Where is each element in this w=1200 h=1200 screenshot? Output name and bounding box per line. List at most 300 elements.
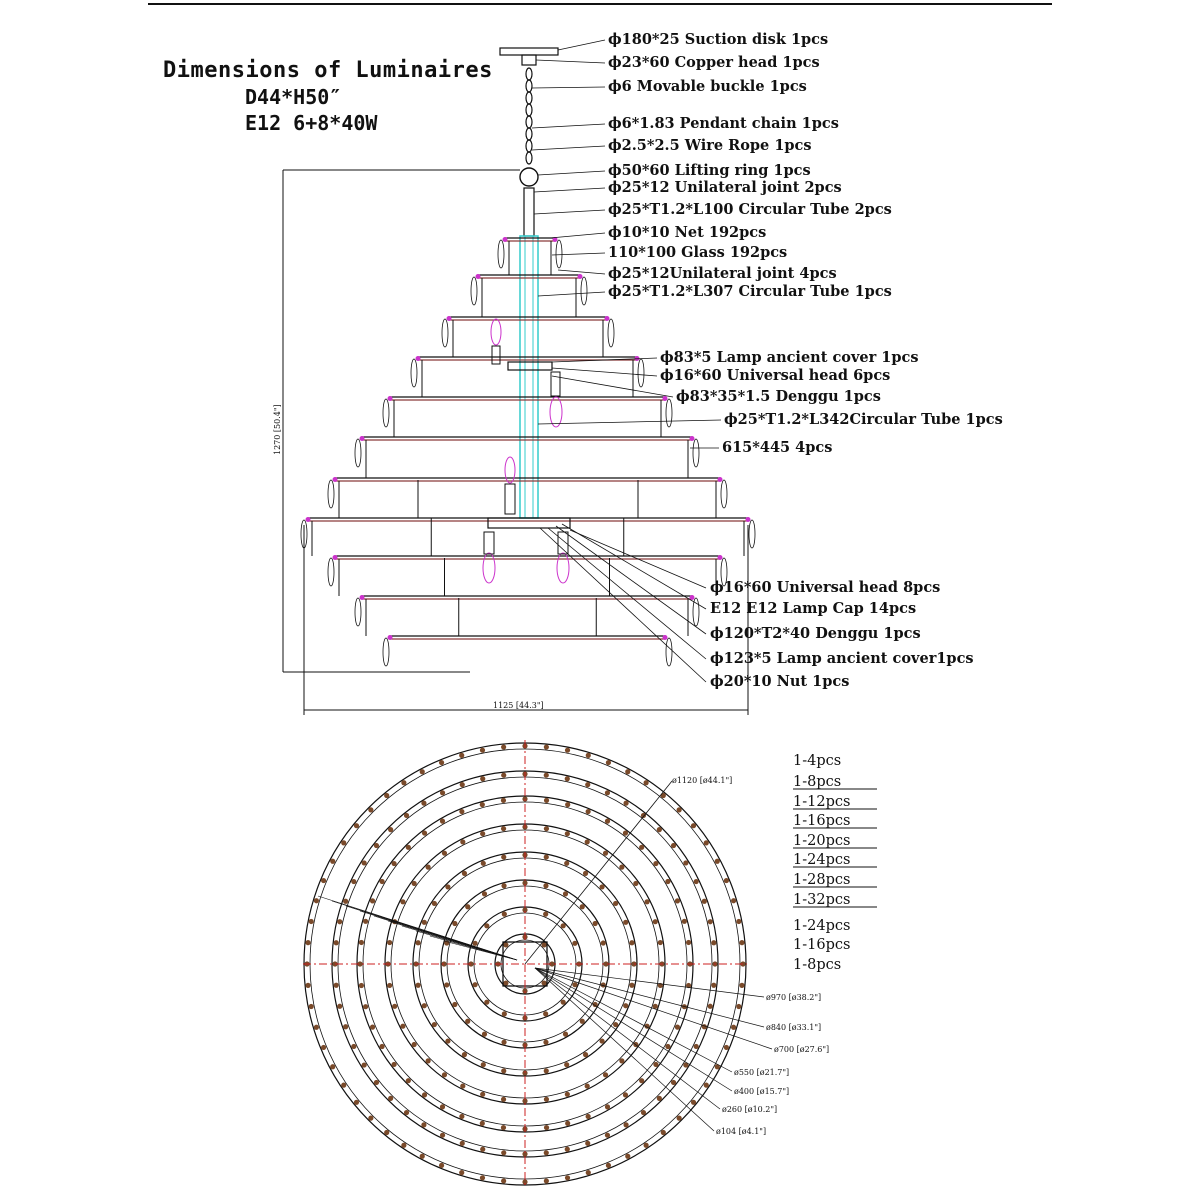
ring-bead — [565, 776, 570, 781]
ring-bead — [586, 753, 591, 758]
ring-bead — [691, 823, 696, 828]
plan-dim-label: ø970 [ø38.2"] — [766, 993, 822, 1002]
leader-line — [532, 146, 605, 150]
ring-bead — [473, 982, 478, 987]
piece-count-8 — [793, 892, 877, 908]
plan-dim-label: ø700 [ø27.6"] — [774, 1045, 830, 1054]
ring-bead — [422, 920, 427, 925]
ring-bead — [606, 760, 611, 765]
piece-count-text: 1-16pcs — [793, 813, 851, 829]
tier-end-left — [388, 396, 393, 401]
leader-line — [540, 528, 706, 682]
tier-end-left — [388, 635, 393, 640]
ring-bead — [480, 802, 485, 807]
ring-bead — [544, 854, 549, 859]
elevation-view — [273, 31, 1003, 715]
tier-end-right — [746, 517, 751, 522]
tier-7 — [328, 477, 727, 518]
ring-bead — [563, 891, 568, 896]
ring-bead — [501, 1097, 506, 1102]
callout-text: ϕ6 Movable buckle 1pcs — [608, 78, 807, 95]
ring-bead — [415, 983, 420, 988]
ring-bead — [426, 865, 431, 870]
ring-bead — [480, 748, 485, 753]
piece-count-text: 1-32pcs — [793, 892, 851, 908]
ring-bead — [354, 1100, 359, 1105]
tier-end-left — [503, 237, 508, 242]
ring-bead — [391, 1062, 396, 1067]
ring-bead — [380, 1044, 385, 1049]
ring-bead — [544, 1178, 549, 1183]
ring-bead — [605, 1133, 610, 1138]
ring-bead — [374, 1080, 379, 1085]
ring-bead — [444, 982, 449, 987]
ring-bead — [334, 940, 339, 945]
callout-text: ϕ6*1.83 Pendant chain 1pcs — [608, 115, 839, 132]
ring-bead — [459, 1114, 464, 1119]
ring-bead — [501, 1068, 506, 1073]
glass-drop — [383, 638, 389, 666]
piece-count-list — [793, 753, 877, 973]
ring-bead — [671, 843, 676, 848]
ring-bead — [422, 1092, 427, 1097]
ring-bead — [432, 901, 437, 906]
ring-bead — [314, 898, 319, 903]
ring-bead — [445, 884, 450, 889]
tier-6 — [355, 436, 699, 478]
ring-bead — [739, 983, 744, 988]
ring-bead — [644, 780, 649, 785]
ring-bead — [739, 940, 744, 945]
ring-bead — [653, 1062, 658, 1067]
callout-text: ϕ25*T1.2*L100 Circular Tube 2pcs — [608, 201, 892, 218]
ring-bead — [501, 798, 506, 803]
piece-count-2 — [793, 774, 877, 790]
ring-bead — [599, 884, 604, 889]
piece-count-text: 1-28pcs — [793, 872, 851, 888]
callout-top-8 — [534, 201, 892, 218]
ring-bead — [702, 899, 707, 904]
ring-bead — [374, 843, 379, 848]
ring-bead — [586, 1114, 591, 1119]
ring-bead — [603, 1072, 608, 1077]
tier-end-left — [306, 517, 311, 522]
suction-disk — [500, 48, 558, 55]
ring-bead — [440, 790, 445, 795]
glass-drop — [556, 240, 562, 268]
tier-11 — [383, 598, 672, 666]
leader-line — [536, 60, 605, 63]
ring-bead — [465, 1019, 470, 1024]
glass-drop — [666, 399, 672, 427]
ring-bead — [629, 983, 634, 988]
piece-count-11 — [793, 957, 841, 973]
ring-bead — [370, 898, 375, 903]
tier-end-right — [578, 274, 583, 279]
ring-bead — [731, 1025, 736, 1030]
glass-drop — [638, 359, 644, 387]
callout-top-2 — [536, 54, 820, 71]
plan-leader — [535, 968, 714, 1131]
plan-leader — [535, 968, 772, 1049]
ring-bead — [565, 1175, 570, 1180]
ring-bead — [586, 809, 591, 814]
ring-bead — [480, 1175, 485, 1180]
ring-bead — [362, 1062, 367, 1067]
callout-top-4 — [532, 115, 839, 132]
ring-bead — [415, 940, 420, 945]
ring-bead — [711, 940, 716, 945]
ring-bead — [404, 1110, 409, 1115]
plan-dim-label: ø260 [ø10.2"] — [722, 1105, 778, 1114]
ring-bead — [400, 899, 405, 904]
ring-bead — [686, 940, 691, 945]
circular-tube-top — [524, 188, 534, 236]
ring-bead — [330, 1064, 335, 1069]
piece-count-4 — [793, 813, 877, 829]
leader-line — [550, 233, 605, 238]
callout-top-5 — [532, 137, 812, 154]
ring-bead — [406, 1078, 411, 1083]
tier-end-left — [476, 274, 481, 279]
ring-bead — [481, 1062, 486, 1067]
ring-bead — [561, 1000, 566, 1005]
plan-diameter-labels — [716, 993, 829, 1136]
ring-bead — [675, 898, 680, 903]
tier-end-left — [333, 477, 338, 482]
glass-drop — [355, 598, 361, 626]
ring-bead — [572, 941, 577, 946]
glass-drop — [608, 319, 614, 347]
ring-bead — [481, 861, 486, 866]
callout-text: ϕ10*10 Net 192pcs — [608, 224, 767, 241]
ring-bead — [412, 1042, 417, 1047]
ring-bead — [420, 769, 425, 774]
ring-bead — [623, 830, 628, 835]
pendant-chain — [526, 68, 532, 164]
tier-3 — [442, 316, 614, 357]
ring-bead — [502, 1011, 507, 1016]
glass-drop — [355, 439, 361, 467]
callout-text: E12 E12 Lamp Cap 14pcs — [710, 600, 917, 617]
ring-bead — [603, 851, 608, 856]
tier-group — [301, 237, 755, 666]
ring-bead — [606, 1163, 611, 1168]
ring-bead — [484, 923, 489, 928]
ring-bead — [460, 1141, 465, 1146]
plan-view — [303, 740, 877, 1188]
ring-bead — [691, 1100, 696, 1105]
piece-count-text: 1-8pcs — [793, 957, 842, 973]
ring-bead — [400, 1024, 405, 1029]
callout-text: ϕ16*60 Universal head 6pcs — [660, 367, 891, 384]
ring-bead — [368, 1116, 373, 1121]
tier-end-left — [360, 595, 365, 600]
ring-bead — [305, 983, 310, 988]
lamp-spec: E12 6+8*40W — [245, 111, 378, 135]
callout-text: 615*445 4pcs — [722, 439, 833, 456]
ring-bead — [715, 859, 720, 864]
piece-count-text: 1-16pcs — [793, 937, 851, 953]
ring-bead — [462, 1052, 467, 1057]
ring-bead — [599, 1038, 604, 1043]
ring-bead — [459, 753, 464, 758]
ring-bead — [501, 1178, 506, 1183]
callout-text: ϕ25*12Unilateral joint 4pcs — [608, 265, 837, 282]
copper-head — [522, 55, 536, 65]
ring-bead — [480, 831, 485, 836]
ring-bead — [544, 826, 549, 831]
ring-bead — [334, 983, 339, 988]
plan-leader — [535, 968, 764, 997]
ring-bead — [452, 921, 457, 926]
ring-bead — [619, 865, 624, 870]
height-dim-label: 1270 [50.4"] — [273, 404, 282, 455]
callout-text: ϕ16*60 Universal head 8pcs — [710, 579, 941, 596]
glass-drop — [581, 277, 587, 305]
ring-bead — [420, 1154, 425, 1159]
ring-bead — [452, 1002, 457, 1007]
ring-bead — [544, 1150, 549, 1155]
ring-bead — [440, 1104, 445, 1109]
ring-bead — [387, 983, 392, 988]
ring-bead — [661, 1130, 666, 1135]
glass-drop — [471, 277, 477, 305]
ring-bead — [422, 1003, 427, 1008]
ring-bead — [704, 1083, 709, 1088]
ring-bead — [465, 904, 470, 909]
lifting-ring — [520, 168, 538, 186]
ring-bead — [629, 940, 634, 945]
tier-end-right — [690, 436, 695, 441]
callout-top-14 — [552, 367, 890, 384]
ring-bead — [565, 1147, 570, 1152]
ring-bead — [401, 780, 406, 785]
glass-drop — [328, 558, 334, 586]
ring-bead — [343, 1024, 348, 1029]
ring-bead — [363, 919, 368, 924]
tier-end-right — [718, 555, 723, 560]
leader-line — [552, 253, 605, 255]
ring-bead — [544, 1125, 549, 1130]
ring-bead — [421, 801, 426, 806]
ring-bead — [501, 1150, 506, 1155]
ring-bead — [639, 1078, 644, 1083]
ring-bead — [370, 1025, 375, 1030]
tier-end-right — [718, 477, 723, 482]
piece-count-1 — [793, 753, 841, 769]
plan-dim-label: ø400 [ø15.7"] — [734, 1087, 790, 1096]
callout-top-12 — [538, 283, 892, 300]
ring-bead — [351, 1044, 356, 1049]
ring-bead — [442, 1072, 447, 1077]
ring-bead — [682, 919, 687, 924]
callout-text: ϕ25*12 Unilateral joint 2pcs — [608, 179, 842, 196]
ring-bead — [343, 899, 348, 904]
glass-drop — [749, 520, 755, 548]
ring-bead — [501, 883, 506, 888]
callout-text: ϕ180*25 Suction disk 1pcs — [608, 31, 829, 48]
ring-bead — [439, 760, 444, 765]
callout-top-6 — [538, 162, 811, 179]
ring-bead — [694, 879, 699, 884]
ring-bead — [653, 861, 658, 866]
piece-count-7 — [793, 872, 877, 888]
leader-line — [558, 270, 605, 274]
leader-line — [552, 376, 673, 397]
leader-line — [532, 124, 605, 128]
ring-bead — [501, 773, 506, 778]
plan-leader — [535, 968, 764, 1027]
tier-end-right — [663, 396, 668, 401]
ring-bead — [501, 826, 506, 831]
glass-drop — [666, 638, 672, 666]
ring-bead — [501, 1040, 506, 1045]
ring-bead — [572, 982, 577, 987]
ring-bead — [380, 879, 385, 884]
ring-bead — [613, 901, 618, 906]
ring-bead — [583, 1052, 588, 1057]
callout-text: ϕ23*60 Copper head 1pcs — [608, 54, 820, 71]
callout-top-16 — [538, 411, 1003, 428]
ring-bead — [384, 793, 389, 798]
ring-bead — [544, 1068, 549, 1073]
ring-bead — [503, 980, 508, 985]
ring-bead — [404, 813, 409, 818]
ring-bead — [665, 1044, 670, 1049]
ring-bead — [363, 1004, 368, 1009]
ring-bead — [623, 801, 628, 806]
ring-bead — [341, 1083, 346, 1088]
tier-end-left — [360, 436, 365, 441]
tier-2 — [471, 274, 587, 317]
lower-denggu — [488, 518, 570, 528]
ring-bead — [639, 845, 644, 850]
ring-bead — [580, 904, 585, 909]
piece-count-5 — [793, 833, 877, 849]
piece-count-text: 1-4pcs — [793, 753, 842, 769]
ring-bead — [351, 879, 356, 884]
plan-dim-label: ø104 [ø4.1"] — [716, 1127, 767, 1136]
ring-bead — [677, 807, 682, 812]
height-dimension — [283, 170, 520, 672]
ring-bead — [384, 1130, 389, 1135]
callout-text: 110*100 Glass 192pcs — [608, 244, 788, 261]
ring-bead — [625, 1154, 630, 1159]
ring-bead — [580, 1019, 585, 1024]
ring-bead — [543, 912, 548, 917]
ring-bead — [460, 782, 465, 787]
ring-bead — [585, 1141, 590, 1146]
leader-line — [552, 368, 657, 376]
ring-bead — [613, 1022, 618, 1027]
ring-bead — [501, 744, 506, 749]
callout-top-10 — [552, 244, 787, 261]
leader-line — [534, 210, 605, 214]
ring-bead — [421, 1122, 426, 1127]
leader-line — [558, 40, 605, 50]
ring-bead — [484, 1000, 489, 1005]
ring-bead — [585, 839, 590, 844]
piece-count-text: 1-20pcs — [793, 833, 851, 849]
ring-bead — [544, 1097, 549, 1102]
ring-bead — [641, 1110, 646, 1115]
ring-bead — [708, 1004, 713, 1009]
piece-count-text: 1-8pcs — [793, 774, 842, 790]
ring-bead — [473, 941, 478, 946]
ring-bead — [543, 1011, 548, 1016]
callout-text: ϕ25*T1.2*L342Circular Tube 1pcs — [724, 411, 1003, 428]
ring-bead — [482, 1032, 487, 1037]
ring-bead — [401, 1143, 406, 1148]
callout-bottom-4 — [548, 528, 974, 667]
ring-bead — [503, 942, 508, 947]
leader-line — [538, 420, 721, 424]
ring-bead — [392, 1004, 397, 1009]
ring-bead — [583, 871, 588, 876]
piece-count-text: 1-24pcs — [793, 852, 851, 868]
ring-bead — [585, 1083, 590, 1088]
leader-line — [532, 87, 605, 88]
plan-outer-dim: ø1120 [ø44.1"] — [672, 776, 733, 785]
callout-text: ϕ83*5 Lamp ancient cover 1pcs — [660, 349, 919, 366]
glass-drop — [498, 240, 504, 268]
callout-top-17 — [690, 439, 832, 456]
plan-dim-label: ø840 [ø33.1"] — [766, 1023, 822, 1032]
ring-bead — [544, 744, 549, 749]
size-spec: D44*H50″ — [245, 85, 342, 109]
ring-bead — [341, 840, 346, 845]
width-dimension — [304, 525, 748, 715]
tier-5 — [383, 396, 672, 437]
callout-text: ϕ20*10 Nut 1pcs — [710, 673, 850, 690]
glass-drop — [693, 439, 699, 467]
ring-bead — [708, 919, 713, 924]
tier-9 — [328, 518, 727, 596]
ring-bead — [585, 782, 590, 787]
ring-bead — [439, 1163, 444, 1168]
callout-text: ϕ123*5 Lamp ancient cover1pcs — [710, 650, 974, 667]
ring-bead — [623, 1092, 628, 1097]
ring-bead — [432, 1022, 437, 1027]
ring-bead — [625, 769, 630, 774]
width-dim-label: 1125 [44.3"] — [493, 701, 544, 710]
ring-bead — [658, 940, 663, 945]
ring-bead — [565, 1121, 570, 1126]
ring-bead — [731, 898, 736, 903]
piece-count-6 — [793, 852, 877, 868]
callout-bottom-2 — [562, 524, 916, 617]
ring-bead — [388, 1096, 393, 1101]
lamp-ancient-cover — [508, 362, 552, 370]
ring-bead — [359, 940, 364, 945]
piece-count-text: 1-24pcs — [793, 918, 851, 934]
ring-bead — [314, 1025, 319, 1030]
ring-bead — [480, 776, 485, 781]
ring-bead — [321, 1045, 326, 1050]
ring-bead — [736, 919, 741, 924]
ring-bead — [665, 879, 670, 884]
ring-bead — [704, 840, 709, 845]
ring-bead — [480, 1092, 485, 1097]
ring-bead — [544, 773, 549, 778]
ring-bead — [305, 940, 310, 945]
ring-bead — [387, 940, 392, 945]
ring-bead — [480, 1147, 485, 1152]
ring-bead — [564, 1062, 569, 1067]
drawing-title: Dimensions of Luminaires — [163, 58, 493, 83]
ring-bead — [694, 1044, 699, 1049]
